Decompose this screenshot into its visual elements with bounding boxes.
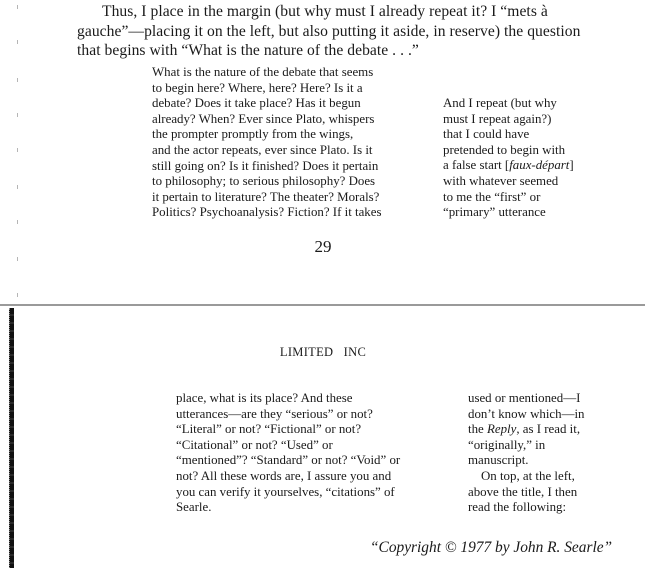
text-fragment: the (468, 422, 487, 437)
margin-mark (17, 257, 18, 261)
column-line: used or mentioned—I (468, 391, 581, 405)
lower-right-column (468, 391, 585, 516)
column-line: utterances—are they “serious” or not? (176, 406, 373, 421)
column-line: that I could have (443, 127, 530, 142)
column-line: pretended to begin with (443, 142, 566, 157)
column-line: still going on? Is it finished? Does it pertain (152, 158, 379, 173)
intro-line: that begins with “What is the nature of the debate . . .” (77, 42, 419, 60)
column-line: “Citational” or not? “Used” or (176, 437, 333, 452)
text-fragment: ] (569, 158, 574, 173)
margin-mark (17, 185, 18, 189)
column-line: above the title, I then (468, 484, 578, 499)
column-line: to me the “first” or (443, 189, 541, 204)
column-line: already? When? Ever since Plato, whispers (152, 111, 375, 126)
column-line: And I repeat (but why (443, 96, 557, 110)
column-line: “mentioned”? “Standard” or not? “Void” or (176, 453, 401, 468)
margin-mark (17, 5, 18, 9)
column-line: On top, at the left, (481, 468, 575, 483)
column-line: must I repeat again?) (443, 111, 552, 126)
upper-left-column (152, 65, 382, 221)
column-line: to philosophy; to serious philosophy? Does (152, 174, 376, 189)
margin-mark (17, 148, 18, 152)
column-line: “originally,” in (468, 437, 546, 452)
margin-mark (17, 113, 18, 117)
copyright-notice: “Copyright © 1977 by John R. Searle” (370, 539, 613, 556)
column-line: not? All these words are, I assure you and (176, 468, 392, 483)
column-line: “primary” utterance (443, 205, 546, 220)
column-line: it pertain to literature? The theater? Morals? (152, 189, 380, 204)
page-number: 29 (314, 237, 332, 256)
column-line: and the actor repeats, ever since Plato. Is it (152, 142, 373, 157)
column-line: place, what is its place? And these (176, 391, 353, 405)
column-line: with whatever seemed (443, 173, 559, 188)
column-line: read the following: (468, 500, 567, 515)
column-line: Searle. (176, 500, 212, 515)
intro-line: gauche”—placing it on the left, but also putting it aside, in reserve) the question (77, 22, 581, 40)
text-fragment: a false start [ (443, 158, 510, 173)
text-fragment: , as I read it, (516, 422, 581, 437)
page-divider (0, 304, 645, 306)
column-line: to begin here? Where, here? Here? Is it a (152, 80, 363, 95)
running-head: LIMITED INC (279, 345, 367, 359)
column-line: the prompter promptly from the wings, (152, 127, 354, 142)
italic-term: Reply (486, 422, 517, 437)
margin-mark (17, 78, 18, 82)
intro-line: Thus, I place in the margin (but why must I already repeat it? I “mets à (102, 3, 548, 20)
margin-mark (17, 40, 18, 44)
margin-mark (17, 220, 18, 224)
column-line (468, 422, 585, 438)
column-line: Politics? Psychoanalysis? Fiction? If it takes (152, 205, 382, 220)
column-line: What is the nature of the debate that seems (152, 65, 374, 79)
upper-right-column (443, 96, 574, 221)
column-line: manuscript. (468, 453, 529, 468)
column-line: debate? Does it take place? Has it begun (152, 96, 361, 111)
column-line: don’t know which—in (468, 406, 585, 421)
intro-paragraph (77, 2, 607, 61)
column-line: “Literal” or not? “Fictional” or not? (176, 422, 362, 437)
italic-term: faux-départ (509, 158, 570, 173)
column-line (443, 158, 574, 174)
margin-mark (17, 293, 18, 297)
column-line: you can verify it yourselves, “citations” of (176, 484, 395, 499)
lower-left-column (176, 391, 400, 516)
